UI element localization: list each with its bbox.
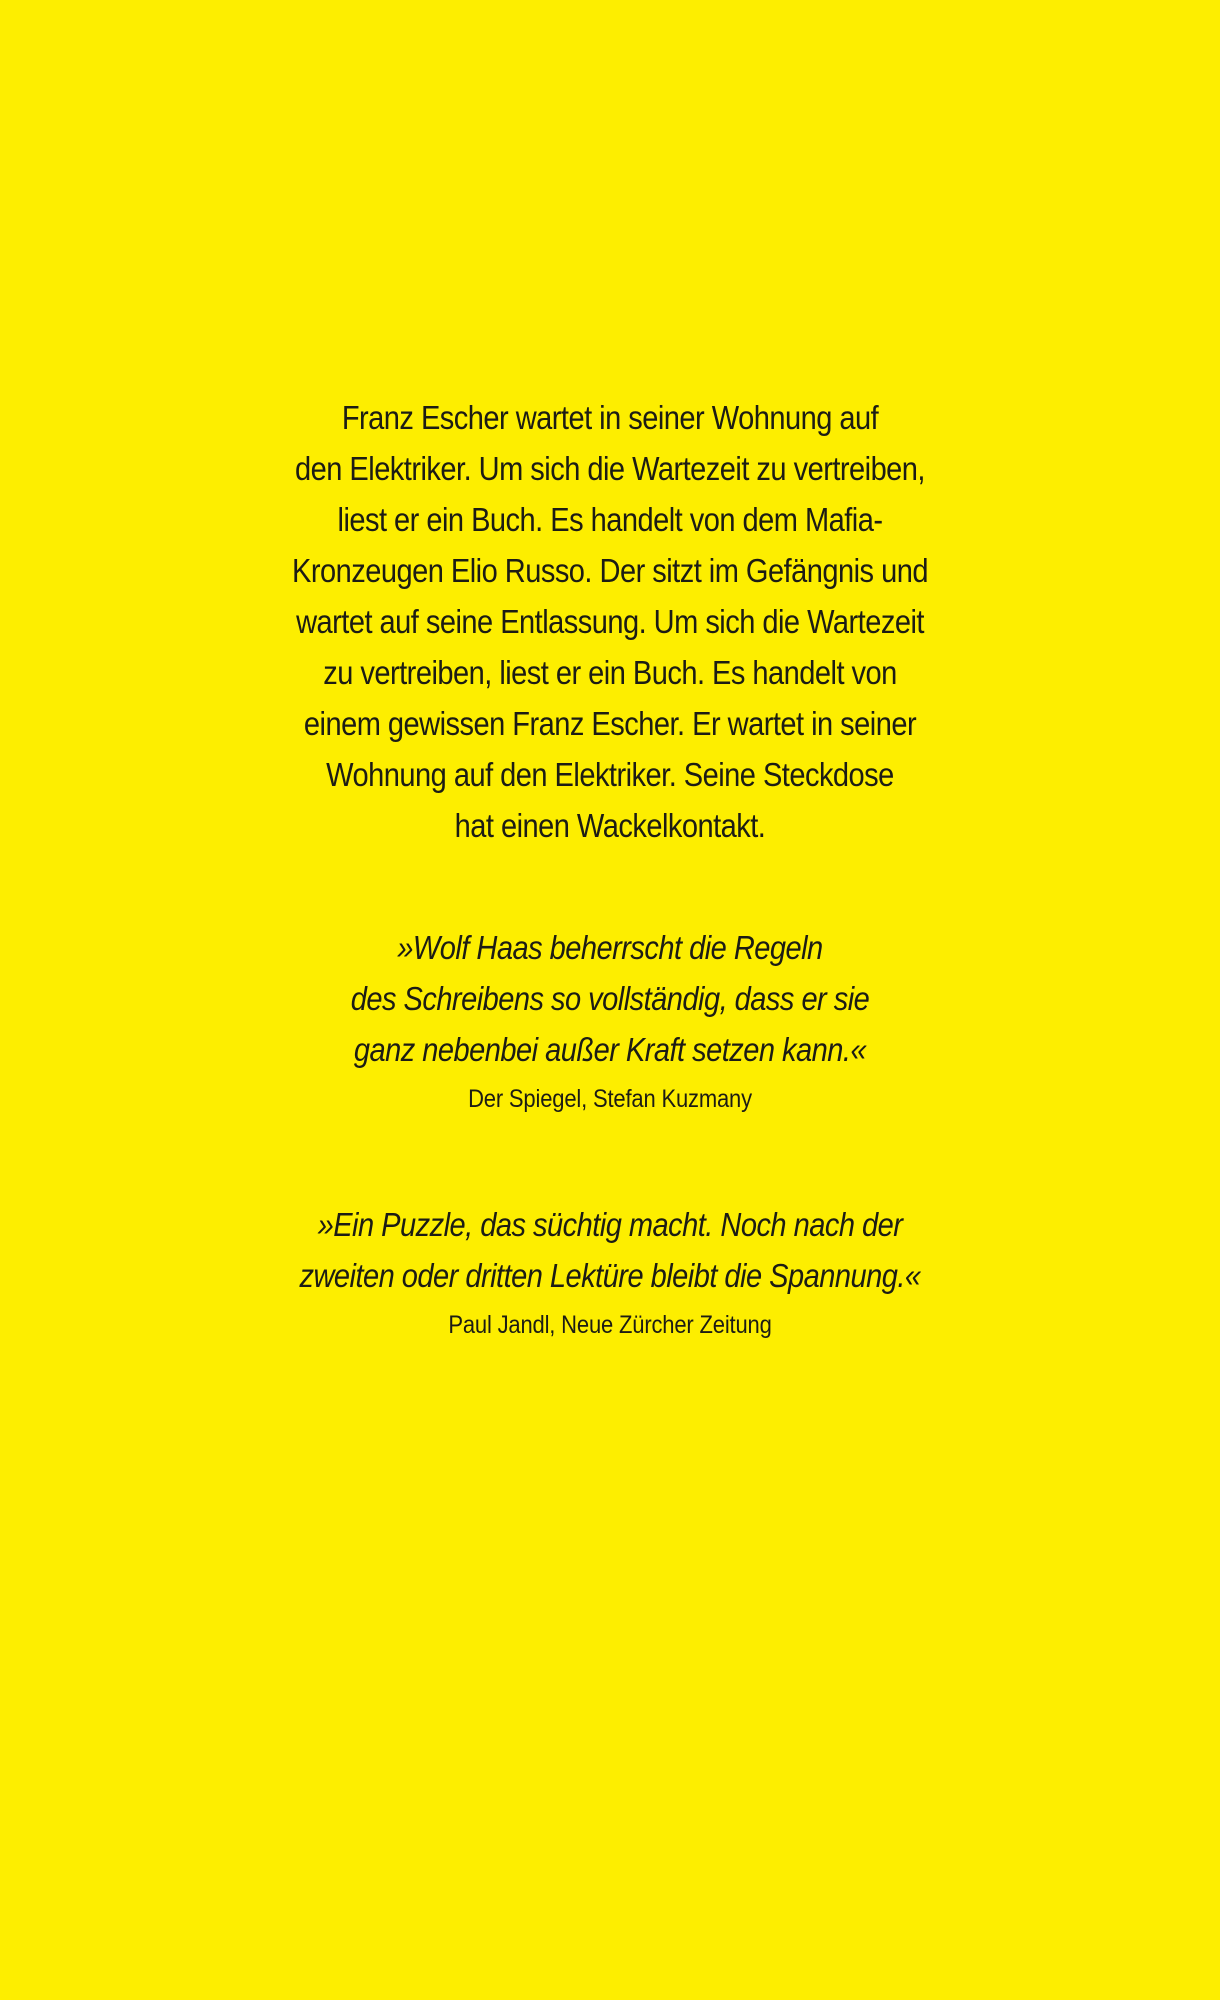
quote-source: Paul Jandl, Neue Zürcher Zeitung	[448, 1311, 772, 1339]
blurb-line: zu vertreiben, liest er ein Buch. Es handelt von	[323, 654, 897, 691]
quote-line: »Wolf Haas beherrscht die Regeln	[397, 929, 823, 966]
press-quote-nzz	[0, 1199, 1220, 1343]
quote-source: Der Spiegel, Stefan Kuzmany	[468, 1085, 752, 1113]
blurb-line: Franz Escher wartet in seiner Wohnung auf	[341, 399, 879, 436]
blurb-line: liest er ein Buch. Es handelt von dem Mafia-	[337, 501, 883, 538]
blurb-line: Wohnung auf den Elektriker. Seine Steckdose	[326, 756, 894, 793]
blurb-text	[0, 392, 1220, 851]
quote-line: des Schreibens so vollständig, dass er sie	[350, 980, 870, 1017]
quote-line: »Ein Puzzle, das süchtig macht. Noch nach der	[317, 1206, 903, 1243]
quote-line: ganz nebenbei außer Kraft setzen kann.«	[353, 1031, 867, 1068]
blurb-line: den Elektriker. Um sich die Wartezeit zu vertreiben,	[295, 450, 925, 487]
blurb-line: Kronzeugen Elio Russo. Der sitzt im Gefängnis und	[292, 552, 928, 589]
blurb-line: hat einen Wackelkontakt.	[454, 807, 766, 844]
press-quote-spiegel	[0, 922, 1220, 1117]
blurb-line: wartet auf seine Entlassung. Um sich die Wartezeit	[296, 603, 924, 640]
blurb-line: einem gewissen Franz Escher. Er wartet in seiner	[303, 705, 917, 742]
quote-line: zweiten oder dritten Lektüre bleibt die Spannung.«	[299, 1257, 921, 1294]
